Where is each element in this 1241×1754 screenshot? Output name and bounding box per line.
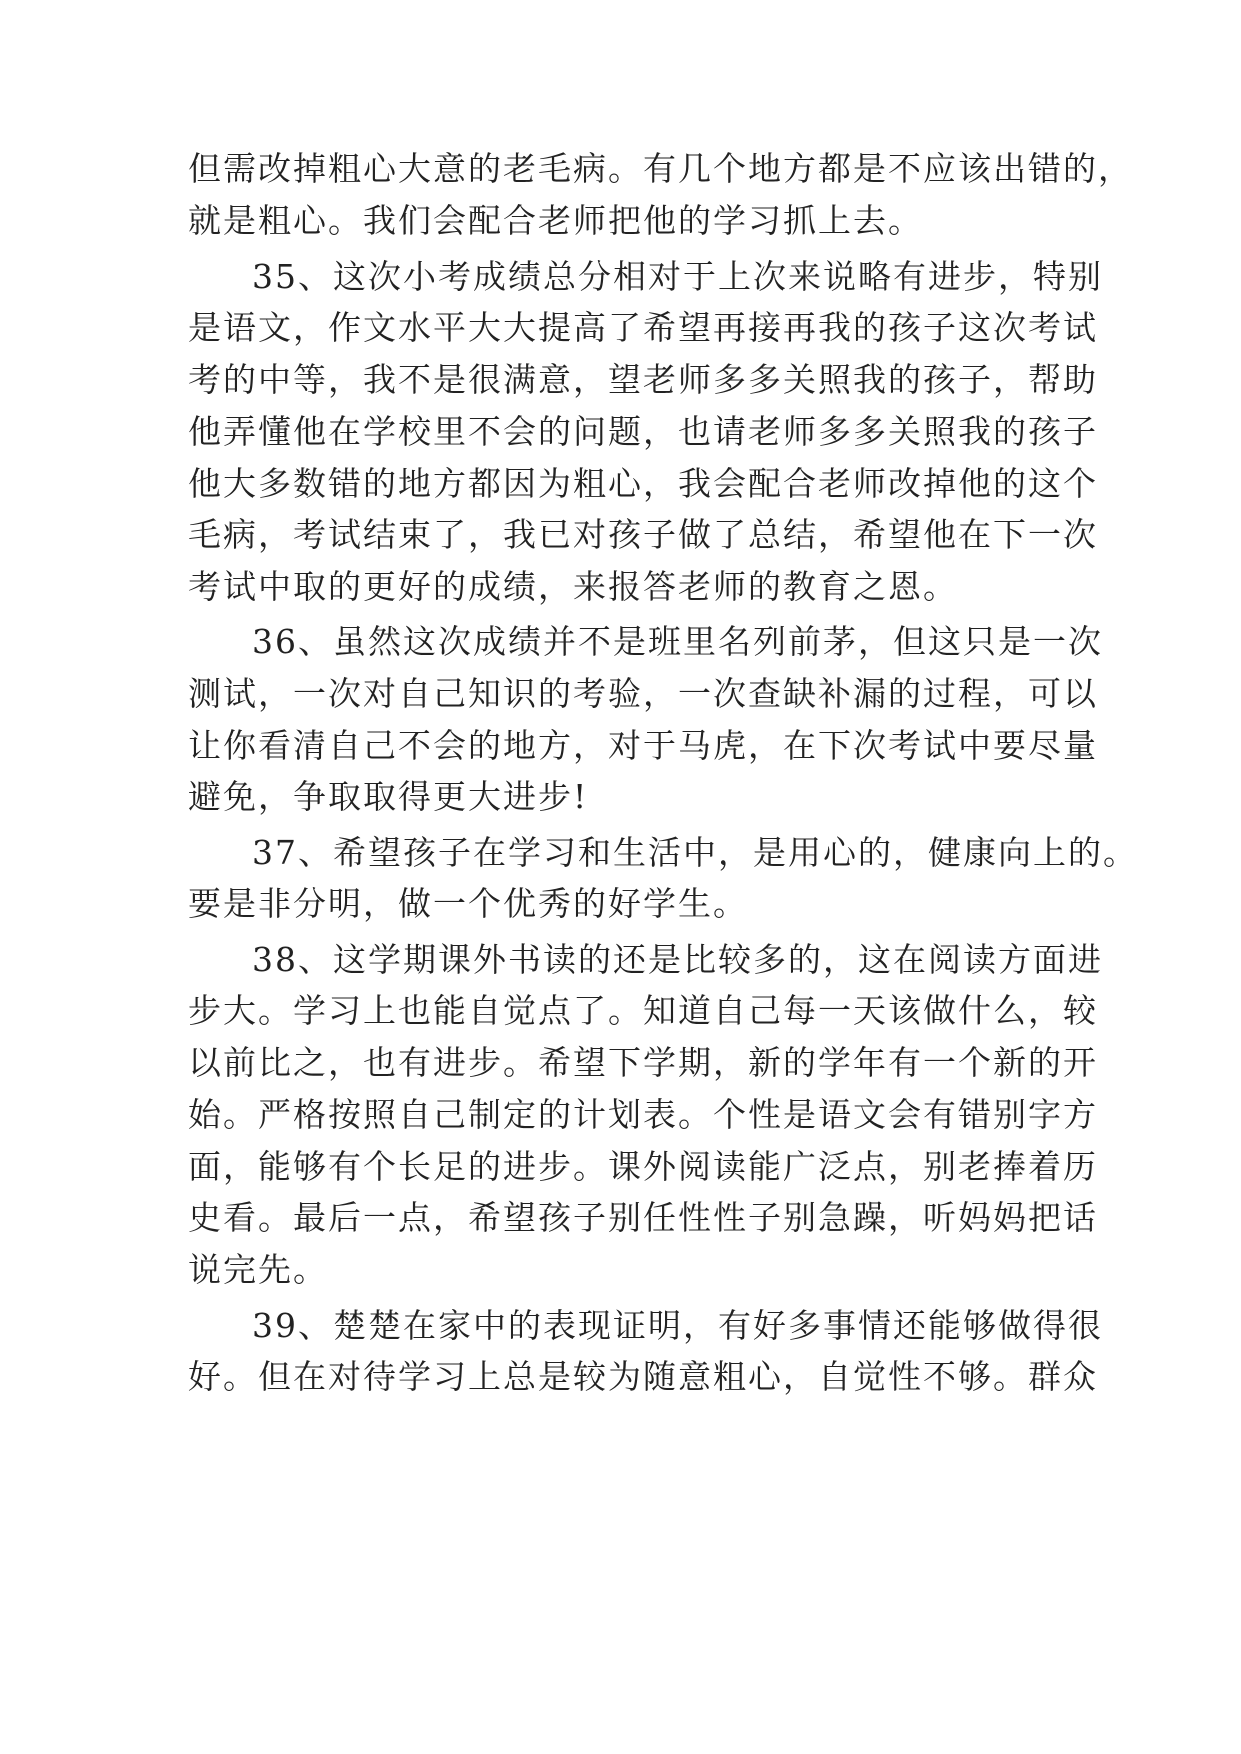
text-line: 测试，一次对自己知识的考验，一次查缺补漏的过程，可以 — [188, 674, 1098, 713]
text-line: 以前比之，也有进步。希望下学期，新的学年有一个新的开 — [188, 1043, 1098, 1082]
text-line: 就是粗心。我们会配合老师把他的学习抓上去。 — [188, 201, 923, 240]
text-line: 史看。最后一点，希望孩子别任性性子别急躁，听妈妈把话 — [188, 1198, 1098, 1237]
paragraph-38-first-line: 38、这学期课外书读的还是比较多的，这在阅读方面进 — [252, 940, 1103, 979]
text-line: 但需改掉粗心大意的老毛病。有几个地方都是不应该出错的， — [188, 149, 1133, 188]
text-line: 毛病，考试结束了，我已对孩子做了总结，希望他在下一次 — [188, 515, 1098, 554]
text-line: 面，能够有个长足的进步。课外阅读能广泛点，别老捧着历 — [188, 1147, 1098, 1186]
paragraph-37-first-line: 37、希望孩子在学习和生活中，是用心的，健康向上的。 — [252, 833, 1138, 872]
text-line: 好。但在对待学习上总是较为随意粗心，自觉性不够。群众 — [188, 1357, 1098, 1396]
text-line: 考的中等，我不是很满意，望老师多多关照我的孩子，帮助 — [188, 360, 1098, 399]
text-line: 始。严格按照自己制定的计划表。个性是语文会有错别字方 — [188, 1095, 1098, 1134]
text-line: 他大多数错的地方都因为粗心，我会配合老师改掉他的这个 — [188, 464, 1098, 503]
paragraph-36-first-line: 36、虽然这次成绩并不是班里名列前茅，但这只是一次 — [252, 622, 1103, 661]
text-line: 考试中取的更好的成绩，来报答老师的教育之恩。 — [188, 567, 958, 606]
text-line: 步大。学习上也能自觉点了。知道自己每一天该做什么，较 — [188, 991, 1098, 1030]
text-line: 他弄懂他在学校里不会的问题，也请老师多多关照我的孩子 — [188, 412, 1098, 451]
paragraph-35-first-line: 35、这次小考成绩总分相对于上次来说略有进步，特别 — [252, 257, 1103, 296]
text-line: 避免，争取取得更大进步! — [188, 777, 589, 816]
text-line: 是语文，作文水平大大提高了希望再接再我的孩子这次考试 — [188, 308, 1098, 347]
paragraph-39-first-line: 39、楚楚在家中的表现证明，有好多事情还能够做得很 — [252, 1306, 1103, 1345]
text-line: 让你看清自己不会的地方，对于马虎，在下次考试中要尽量 — [188, 726, 1098, 765]
text-line: 要是非分明，做一个优秀的好学生。 — [188, 884, 748, 923]
text-line: 说完先。 — [188, 1250, 328, 1289]
